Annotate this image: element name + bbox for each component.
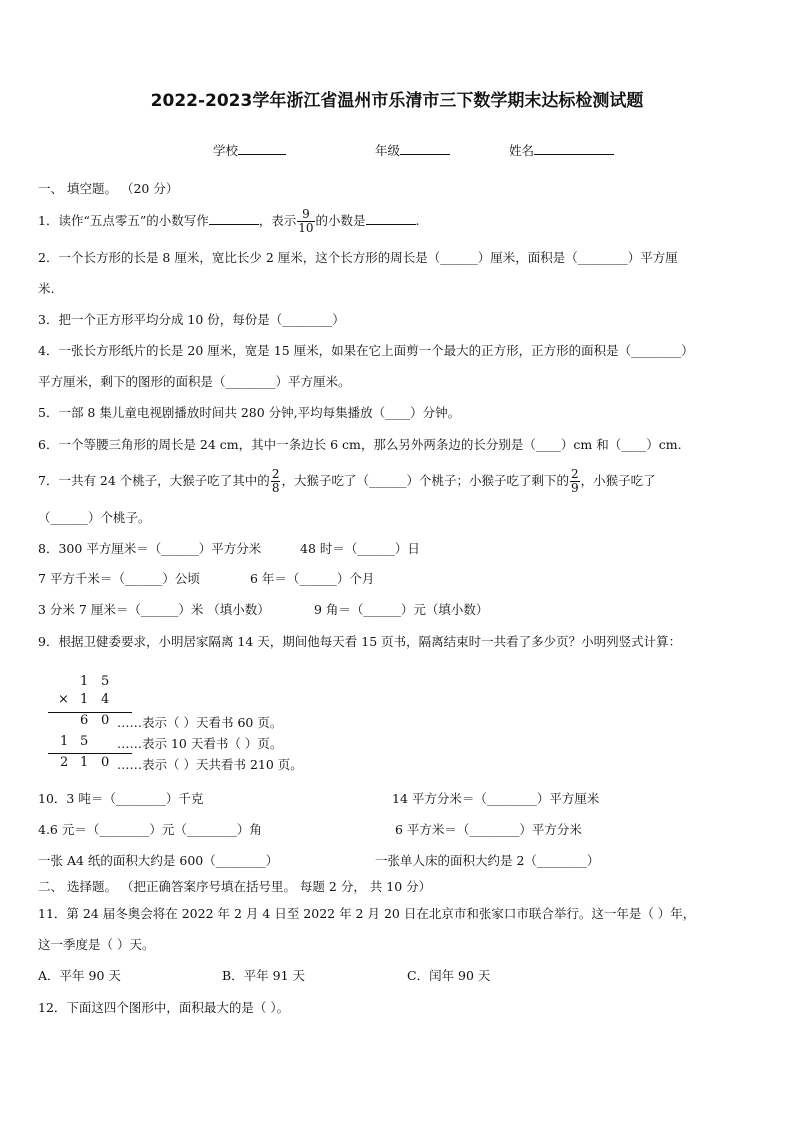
school-label: 学校 [213, 143, 239, 158]
question-5: 5．一部 8 集儿童电视剧播放时间共 280 分钟,平均每集播放（____）分钟。 [38, 405, 461, 420]
calc-digit: 1 [80, 674, 89, 689]
q1-text-b: ，表示 [258, 213, 297, 228]
question-8-row-2b: 6 年＝（______）个月 [250, 571, 375, 586]
question-9: 9．根据卫健委要求，小明居家隔离 14 天，期间他每天看 15 页书，隔离结束时一共看了多少页？小明列竖式计算： [38, 634, 682, 649]
name-field [509, 141, 614, 159]
calc-digit: 1 [80, 692, 89, 707]
question-2-line-2: 米. [38, 281, 55, 296]
calc-digit: 0 [101, 755, 110, 770]
q1-frac-num: 9 [297, 208, 314, 222]
q1-blank-2[interactable] [366, 212, 416, 225]
times-sign: × [58, 692, 69, 707]
question-10-row-3a: 一张 A4 纸的面积大约是 600（________） [38, 853, 279, 868]
question-8-row-2a: 7 平方千米＝（______）公顷 [38, 571, 200, 586]
option-a[interactable]: A．平年 90 天 [38, 968, 121, 983]
question-10-row-2a: 4.6 元＝（________）元（________）角 [38, 822, 262, 837]
q1-text-c: 的小数是 [315, 213, 366, 228]
question-6: 6．一个等腰三角形的周长是 24 cm，其中一条边长 6 cm，那么另外两条边的长分别是（____）cm 和（____）cm. [38, 437, 682, 452]
question-2-line-1: 2．一个长方形的长是 8 厘米，宽比长少 2 厘米，这个长方形的周长是（______）厘米，面积是（________）平方厘 [38, 250, 678, 265]
calc-digit: 1 [80, 755, 89, 770]
question-4-line-1: 4．一张长方形纸片的长是 20 厘米，宽是 15 厘米，如果在它上面剪一个最大的正方形，正方形的面积是（________） [38, 343, 694, 358]
grade-field [375, 141, 450, 159]
question-8-row-3b: 9 角＝（______）元（填小数） [314, 602, 489, 617]
q1-fraction [297, 208, 314, 235]
page-title: 2022-2023学年浙江省温州市乐清市三下数学期末达标检测试题 [150, 91, 644, 111]
calc-digit: 2 [60, 755, 69, 770]
q7-frac1-den: 8 [271, 481, 280, 495]
school-blank[interactable] [238, 142, 286, 155]
question-7-line-2: （______）个桃子。 [38, 510, 151, 525]
calc-digit: 6 [80, 713, 89, 728]
section-1-header: 一、 填空题。 （20 分） [38, 181, 179, 196]
question-8-row-1a: 8．300 平方厘米＝（______）平方分米 [38, 541, 262, 556]
grade-blank[interactable] [400, 142, 450, 155]
q7-frac2-num: 2 [570, 467, 579, 481]
question-10-row-1a: 10．3 吨＝（________）千克 [38, 791, 204, 806]
q1-text-d: . [415, 213, 420, 228]
question-8-row-3a: 3 分米 7 厘米＝（______）米 （填小数） [38, 602, 270, 617]
question-4-line-2: 平方厘米，剩下的图形的面积是（________）平方厘米。 [38, 374, 351, 389]
q7-frac2-den: 9 [570, 481, 579, 495]
calc-note-1: ……表示（ ）天看书 60 页。 [117, 715, 283, 730]
calc-digit: 4 [101, 692, 110, 707]
q1-text-a: 1．读作“五点零五”的小数写作 [38, 213, 209, 228]
calc-note-3: ……表示（ ）天共看书 210 页。 [117, 757, 303, 772]
calc-note-2: ……表示 10 天看书（ ）页。 [117, 736, 283, 751]
question-1 [38, 207, 420, 235]
calc-digit: 0 [101, 713, 110, 728]
question-7-line-1 [38, 465, 656, 497]
q1-blank-1[interactable] [209, 212, 259, 225]
name-label: 姓名 [509, 143, 535, 158]
grade-label: 年级 [375, 143, 401, 158]
calc-rule-2 [48, 753, 132, 754]
question-10-row-2b: 6 平方米＝（________）平方分米 [395, 822, 582, 837]
school-field [213, 141, 286, 159]
q7-text-a: 7．一共有 24 个桃子，大猴子吃了其中的 [38, 473, 270, 488]
calc-digit: 1 [60, 734, 69, 749]
question-11-line-2: 这一季度是（ ）天。 [38, 937, 155, 952]
question-10-row-1b: 14 平方分米＝（________）平方厘米 [392, 791, 600, 806]
q1-frac-den: 10 [298, 221, 314, 235]
q7-fraction-2 [570, 468, 580, 495]
option-c[interactable]: C．闰年 90 天 [407, 968, 491, 983]
section-2-header: 二、 选择题。 （把正确答案序号填在括号里。 每题 2 分， 共 10 分） [38, 879, 432, 894]
q7-fraction-1 [271, 468, 281, 495]
calc-digit: 5 [101, 674, 110, 689]
question-8-row-1b: 48 时＝（______）日 [300, 541, 420, 556]
question-11-line-1: 11．第 24 届冬奥会将在 2022 年 2 月 4 日至 2022 年 2 月 20 日在北京市和张家口市联合举行。这一年是（ ）年， [38, 906, 696, 921]
q7-text-b: ，大猴子吃了（______）个桃子；小猴子吃了剩下的 [281, 473, 569, 488]
question-3: 3．把一个正方形平均分成 10 份，每份是（________） [38, 312, 345, 327]
q7-frac1-num: 2 [271, 467, 280, 481]
question-12: 12．下面这四个图形中，面积最大的是（ ）。 [38, 1000, 290, 1015]
question-10-row-3b: 一张单人床的面积大约是 2（________） [375, 853, 600, 868]
calc-digit: 5 [80, 734, 89, 749]
option-b[interactable]: B．平年 91 天 [222, 968, 306, 983]
q7-text-c: ，小猴子吃了 [580, 473, 656, 488]
name-blank[interactable] [534, 142, 614, 155]
